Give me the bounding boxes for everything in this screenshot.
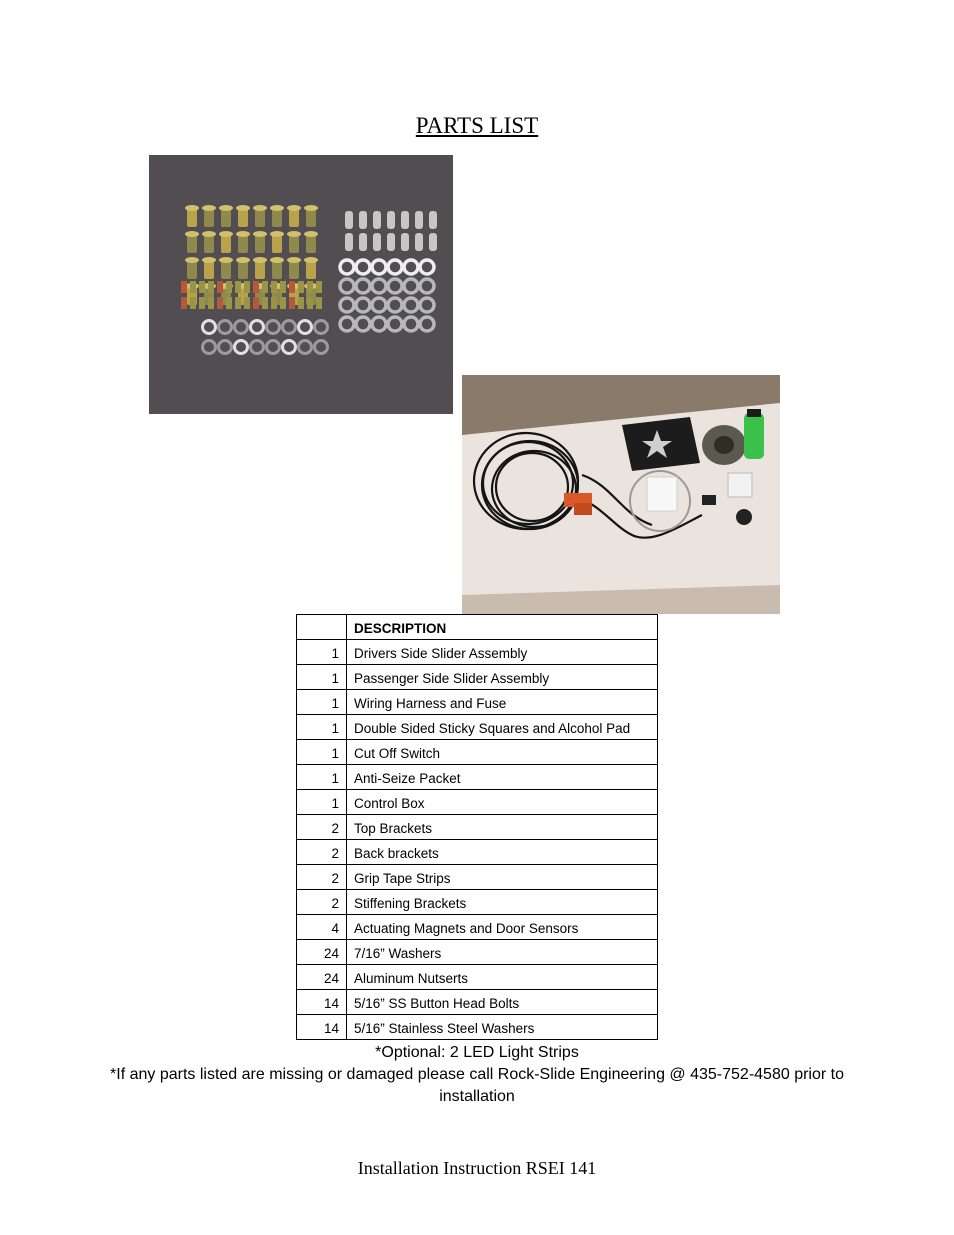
parts-table bbox=[296, 614, 658, 1040]
header-qty bbox=[297, 615, 347, 640]
row-qty: 1 bbox=[297, 690, 347, 715]
row-description: Passenger Side Slider Assembly bbox=[347, 665, 658, 690]
header-description: DESCRIPTION bbox=[347, 615, 658, 640]
row-description: 5/16” Stainless Steel Washers bbox=[347, 1015, 658, 1040]
missing-parts-note: *If any parts listed are missing or damaged please call Rock-Slide Engineering @ 435-752-4580 prior to installation bbox=[110, 1066, 844, 1105]
hardware-photo bbox=[149, 155, 453, 414]
table-row bbox=[297, 890, 658, 915]
table-row bbox=[297, 640, 658, 665]
row-qty: 2 bbox=[297, 890, 347, 915]
row-description: Control Box bbox=[347, 790, 658, 815]
table-row bbox=[297, 665, 658, 690]
row-qty: 24 bbox=[297, 965, 347, 990]
row-description: Anti-Seize Packet bbox=[347, 765, 658, 790]
row-qty: 14 bbox=[297, 990, 347, 1015]
row-description: Grip Tape Strips bbox=[347, 865, 658, 890]
row-description: Aluminum Nutserts bbox=[347, 965, 658, 990]
wiring-kit-photo bbox=[462, 375, 780, 614]
table-row bbox=[297, 940, 658, 965]
row-description: Wiring Harness and Fuse bbox=[347, 690, 658, 715]
row-description: 7/16” Washers bbox=[347, 940, 658, 965]
table-row bbox=[297, 865, 658, 890]
table-row bbox=[297, 815, 658, 840]
table-row bbox=[297, 965, 658, 990]
row-qty: 1 bbox=[297, 715, 347, 740]
row-description: Actuating Magnets and Door Sensors bbox=[347, 915, 658, 940]
row-qty: 2 bbox=[297, 865, 347, 890]
row-qty: 1 bbox=[297, 665, 347, 690]
table-header-row bbox=[297, 615, 658, 640]
row-qty: 1 bbox=[297, 740, 347, 765]
optional-note: *Optional: 2 LED Light Strips bbox=[375, 1044, 579, 1061]
table-row bbox=[297, 790, 658, 815]
row-description: Cut Off Switch bbox=[347, 740, 658, 765]
table-row bbox=[297, 990, 658, 1015]
page-title: PARTS LIST bbox=[415, 113, 539, 138]
table-row bbox=[297, 765, 658, 790]
table-row bbox=[297, 1015, 658, 1040]
row-qty: 2 bbox=[297, 840, 347, 865]
table-row bbox=[297, 915, 658, 940]
row-description: Top Brackets bbox=[347, 815, 658, 840]
table-row bbox=[297, 840, 658, 865]
row-qty: 4 bbox=[297, 915, 347, 940]
row-qty: 1 bbox=[297, 790, 347, 815]
row-qty: 24 bbox=[297, 940, 347, 965]
row-qty: 1 bbox=[297, 765, 347, 790]
table-row bbox=[297, 690, 658, 715]
row-description: 5/16” SS Button Head Bolts bbox=[347, 990, 658, 1015]
row-description: Back brackets bbox=[347, 840, 658, 865]
page-footer: Installation Instruction RSEI 141 bbox=[357, 1158, 597, 1178]
table-row bbox=[297, 740, 658, 765]
row-description: Stiffening Brackets bbox=[347, 890, 658, 915]
table-row bbox=[297, 715, 658, 740]
row-description: Drivers Side Slider Assembly bbox=[347, 640, 658, 665]
row-qty: 14 bbox=[297, 1015, 347, 1040]
row-qty: 2 bbox=[297, 815, 347, 840]
row-qty: 1 bbox=[297, 640, 347, 665]
row-description: Double Sided Sticky Squares and Alcohol Pad bbox=[347, 715, 658, 740]
